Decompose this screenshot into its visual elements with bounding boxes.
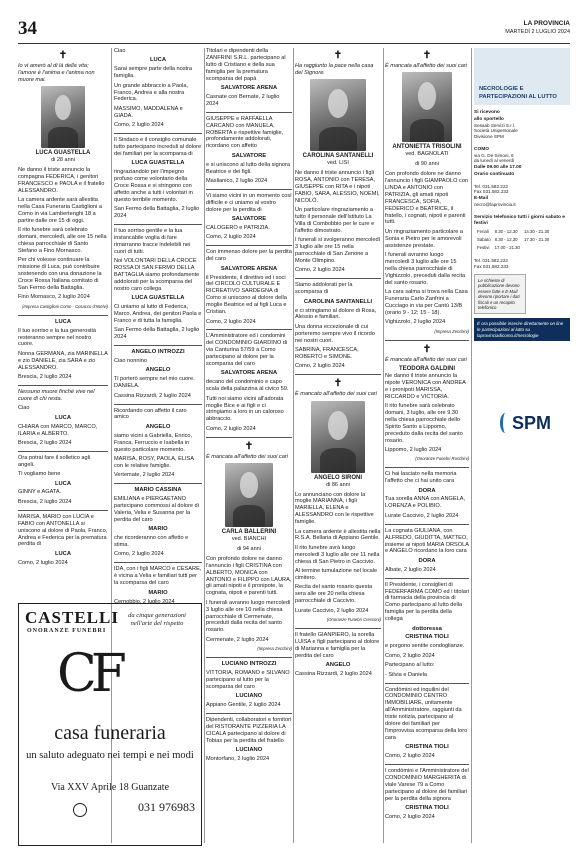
notice-text: Como, 2 luglio 2024 (295, 363, 345, 370)
submission-note: Le richieste di pubblicazione devono essere fatte e E-Mail devono riportare i dati fiscali e un recapito telefonico (474, 274, 526, 314)
ad-brand: CASTELLI (25, 608, 119, 627)
page-number: 34 (18, 18, 37, 39)
notice-divider (295, 278, 381, 279)
office-fax: Fax 031.582.233 (474, 189, 509, 195)
deceased-married-name: ved. LISI (327, 160, 349, 167)
deceased-photo (225, 463, 273, 527)
sidebar (474, 48, 570, 849)
notice-text: MARISA, ROSY, PAOLA, ELISA con le relative famiglie. (114, 456, 194, 469)
notice-name: LUCA (54, 318, 72, 325)
notice-divider (385, 764, 469, 765)
notice-lead: Io vi amerò al di là della vita; l'amore è l'anima e l'anima non muore mai. (18, 63, 95, 83)
column-divider (383, 48, 384, 843)
column-divider (471, 48, 472, 843)
deceased-photo (310, 79, 366, 151)
notice-text: Como, 2 luglio 2024 (114, 551, 164, 558)
notice-lead: Nessuno muore finché vive nel cuore di chi resta. (18, 389, 95, 402)
notice-divider (206, 329, 292, 330)
notice-text: Vertemate, 2 luglio 2024 (114, 472, 175, 479)
notice-family: GINNY e AGATA. (18, 489, 62, 496)
notice-group (295, 632, 381, 678)
ad-motto: un saluto adeguato nei tempi e nei modi (26, 750, 194, 761)
notice-text: Ciao nonnino (114, 358, 147, 365)
deceased-name: CARLA BALLERINI (221, 529, 277, 536)
notice-text: Un particolare ringraziamento a tutto il personale dell'Istituto La Villa di Combobbio per le cure e l'affetto dimostrato. (295, 207, 375, 234)
cross-icon: ✝ (333, 378, 343, 390)
deceased-age: di 86 anni (326, 481, 350, 488)
notice-divider (385, 467, 469, 468)
cross-icon: ✝ (422, 343, 432, 355)
notice-text: Il fratello GIANPIERO, la sorella LUISA e figli partecipano al dolore di Marianna e famiglia per la perdita del caro (295, 631, 380, 659)
notice-body: Ne danno il triste annuncio la compagna FEDERICA, i genitori FRANCESCO e PAOLA e il fratello ALESSANDRO. La camera ardente sarà allestita nella Casa Funeraria Castiglioni a Como in via Lambertenghi 18 a partire dalle ore 15 di oggi. Il rito funebre sarà celebrato domani, mercoledì, alle ore 15 nella chiesa parrocchiale di Santo Stefano a Fino Mornasco. Per chi volesse continuare la missione di Luca, può contribuire sostenendo con una donazione la Croce Rossa Italiana comitato di San Fermo della Battaglia. Fino Mornasco, 2 luglio 2024 (18, 167, 107, 301)
phone-hours-table (474, 227, 552, 252)
deceased-age: di 28 anni (51, 157, 75, 164)
cross-icon: ✝ (244, 440, 254, 452)
notice-divider (295, 628, 381, 629)
notice-text: VITTORIA, ROMANO e SILVANO partecipano al lutto per la scomparsa del caro (206, 670, 290, 690)
sidebar-header (474, 48, 570, 105)
notice-text: che ricorderanno con affetto e stima. (114, 535, 189, 549)
notice-text: Ti porterò sempre nel mio cuore. DANIELA. (114, 376, 195, 390)
notice-text: Ne danno il triste annuncio i figli ROSA, ANTONIO con TERESA, GIUSEPPE con RITA e i nipoti FABIO, SARA, ALESSIO, NOEMI, NICOLÒ. (295, 170, 380, 204)
deceased-name: TEODORA GALDINI (398, 365, 456, 372)
notice-lead: È mancata all'affetto dei suoi cari (385, 356, 467, 363)
deceased-age: di 90 anni (415, 161, 439, 168)
notice-text: Como, 2 luglio 2024 (114, 122, 164, 129)
notice-name: SALVATORE ARENA (220, 370, 278, 377)
notice-text: CALOGERO e PATRIZIA. (206, 225, 270, 232)
ad-tagline: da cinque generazioni nell'arte del rispetto (128, 612, 186, 627)
office-phone: Tel. 031.582.222 (474, 183, 508, 189)
notice-date: Brescia, 2 luglio 2024 (18, 374, 72, 381)
notice-text: EMILIANA e PIERGAETANO partecipano commossi al dolore di Valeria, Velia e Susanna per la perdita del caro (114, 496, 199, 523)
notice-name: SALVATORE (231, 216, 267, 223)
notice-lead: Ha raggiunto la pace nella casa del Signore. (295, 63, 374, 76)
notice-divider (18, 315, 108, 316)
column-5: ✝ È mancata all'affetto dei suoi cari ANTONIETTA TRISOLINI ved. BAGNOLATI di 90 anni Con profondo dolore ne danno l'annuncio i figli GIAMPAOLO con LINDA e ANTONIO con PATRIZIA, gli amati nipoti FRANCESCA, SOFIA, FEDERICO e BEATRICE, il fratello, i cognati, nipoti e parenti tutti. Un ringraziamento particolare a Sonia e Pietro per le amorevoli assistenze prestate. I funerali avranno luogo mercoledì 3 luglio alle ore 15 nella chiesa parrocchiale di Vighizzolo, preceduti dalla recita del santo rosario. La cara salma si trova nella Casa Funeraria Carlo Zanfrini a Cucciago in via per Cantù 13/B (orario 9 - 12; 15 - 18). Vighizzolo, 2 luglio 2024 (Impresa Zecchini) ✝ È mancata all'affetto dei suoi cari TEODORA GALDINI Ne danno il triste annuncio la nipote VERONICA con ANDREA e i pronipoti MARISSA, RICCARDO e VICTORIA. Il rito funebre sarà celebrato domani, 3 luglio, alle ore 9.30 nella chiesa parrocchiale dello Spirito Santo a Lippomo, preceduto dalla recita del santo rosario. Lippomo, 2 luglio 2024 (Onoranze Funebri Roschini) Ci hai lasciato nella memoria l'affetto che ci hai unito cara DORA Tua sorella ANNA con ANGELA, LORENZA e POLIBIO. Lurate Caccivio, 2 luglio 2024 La cognata GIULIANA, con ALFREDO, GIUDITTA, MATTEO, insieme ai nipoti MARIA ORSOLA e ANGELO ricordano la loro cara DORA Albate, 2 luglio 2024 Il Presidente, i consiglieri di FEDERFARMA COMO ed i titolari di farmacia della provincia di Como partecipano al lutto della famiglia per la perdita della collega dottoressa CRISTINA TIOLI e porgono sentite condoglianze. Como, 2 luglio 2024 Partecipano al lutto: - Silvia e Daniela Condòmini ed inquilini del CONDOMINIO CENTRO IMMOBILIARE, unitamente all'Amministratore, raggiunti da triste notizia, partecipano al dolore dei familiari per l'improvvisa scomparsa della loro cara CRISTINA TIOLI Como, 2 luglio 2024 I condòmini e l'Amministratore del CONDOMINIO MARGHERITA di viale Varese 79 a Como partecipano al dolore dei familiari per la perdita della signora CRISTINA TIOLI Como, 2 luglio 2024 (385, 50, 469, 820)
notice-name: CAROLINA SANTANELLI (303, 298, 373, 305)
notice-divider (385, 340, 469, 341)
notice-text: Ci uniamo al lutto di Federica, Marco, Andrea, dei genitori Paola e Franco e di tutta la famiglia. (114, 304, 202, 324)
notice-text: Sarai sempre parte della nostra famiglia. (114, 66, 193, 80)
notice-name: LUCIANO INTROZZI (221, 661, 277, 668)
notice-text: La cognata GIULIANA, con ALFREDO, GIUDITTA, MATTEO, insieme ai nipoti MARIA ORSOLA e ANGELO ricordano la loro cara (385, 527, 469, 555)
funeral-home-signature: (Onoranze Funebri Cressoni) (326, 617, 381, 622)
notice-text: Ci hai lasciato nella memoria l'affetto che ci hai unito cara (385, 471, 457, 485)
notice-group (206, 48, 292, 433)
phone-hours-row: Feriali 8.30 - 12.30 14.30 - 21.30 (477, 229, 550, 235)
info-city: COMO (474, 146, 489, 152)
notice-text: GIUSEPPE e RAFFAELLA CARCANO con MANUELA, ROBERTA e rispettive famiglie, profondamente addolorati, ricordano con affetto (206, 115, 284, 150)
notice-text: Como, 2 luglio 2024 (385, 814, 435, 820)
notice-divider (114, 345, 202, 346)
notice-text: Montorfano, 2 luglio 2024 (206, 756, 270, 763)
notice-text: Un grande abbraccio a Paola, Franco, Andrea e alla nostra Federica. (114, 82, 189, 103)
info-label: allo sportello (474, 116, 504, 122)
notice-text: Vi siamo vicini in un momento così difficile e ci uniamo al vostro dolore per la perdita di (206, 192, 292, 213)
notice-divider (206, 112, 292, 113)
notice-text: I funerali si svolgeranno mercoledì 3 luglio alle ore 15 nella parrocchiale di San Zenone a Monte Olimpino. (295, 237, 381, 264)
deceased-name: ANTONIETTA TRISOLINI (392, 144, 462, 151)
online-note: È ora possibile inserire direttamente on line le partecipazioni al lutto su laprovinciadicomo.it/necrologie (474, 318, 570, 341)
info-label: Si ricevono (474, 110, 500, 115)
notice-text: Con immenso dolore per la perdita del caro (206, 249, 292, 263)
notice-text: Ciao (18, 405, 30, 412)
notice-text: SABRINA, FRANCESCA, ROBERTO e SIMONE. (295, 347, 359, 360)
notice-lead: È mancata all'affetto dei suoi cari (206, 453, 288, 460)
notice-text: Siamo addolorati per la scomparsa di (295, 282, 353, 296)
ad-title: casa funeraria (54, 722, 166, 744)
notice-name: CRISTINA TIOLI (405, 744, 449, 751)
notice-group (385, 471, 469, 821)
notice-divider (385, 524, 469, 525)
cross-icon: ✝ (422, 50, 432, 61)
notice-text: Ciao (114, 48, 126, 54)
notice-divider (18, 385, 108, 386)
notice-text: MARISA, MARIO con LUCIA e FABIO con ANTONELLA si uniscono al dolore di Paola, Franco, Andrea e Federica per la prematura perdita di (18, 513, 108, 548)
notice-name: SALVATORE ARENA (220, 265, 278, 272)
notice-name: LUCA (54, 480, 72, 487)
notice-name: LUCIANO (235, 747, 263, 754)
funeral-home-signature: (Impresa Castiglioni Como - Cosacco d'Intelvi) (22, 303, 108, 309)
deceased-name: CAROLINA SANTANELLI (302, 153, 374, 160)
column-divider (204, 48, 205, 843)
notice-text: Una donna eccezionale di cui porteremo sempre vivo il ricordo nei nostri cuori. (295, 323, 375, 344)
notice-divider (206, 189, 292, 190)
notice-text: Appiano Gentile, 2 luglio 2024 (206, 702, 281, 709)
notice-divider (18, 510, 108, 511)
notice-text: I condòmini e l'Amministratore del CONDOMINIO MARGHERITA di viale Varese 79 a Como partecipano al dolore dei familiari per la perdita della signora (385, 768, 469, 802)
notice-text: Il tuo sorriso e la tua generosità resteranno sempre nel nostro cuore. (18, 327, 97, 348)
notice-text: Como, 2 luglio 2024 (206, 234, 256, 241)
notice-divider (206, 657, 292, 658)
notice-text: Cassina Rizzardi, 2 luglio 2024 (114, 392, 191, 399)
ad-brand-subtitle: ONORANZE FUNEBRI (27, 628, 107, 634)
notice-text: San Fermo della Battaglia, 2 luglio 2024 (114, 206, 200, 220)
notice-text: Partecipano al lutto: (385, 662, 435, 669)
notice-family: CHIARA con MARCO, MARCO, ILARIA e ALBERTO. (18, 423, 98, 437)
notice-name: LUCIANO (235, 693, 263, 700)
ad-logo: CF (57, 644, 121, 704)
deceased-photo (311, 401, 365, 473)
notice-text: Tutti noi siamo vicini all'adorata moglie Bice e ai figli e ci stringiamo a loro in un caloroso abbraccio. (206, 395, 284, 423)
notice-name: LUCA (54, 414, 72, 421)
phone-service-title: Servizio telefonico tutti i giorni sabato e festivi (474, 214, 565, 227)
notice-divider (206, 437, 292, 438)
column-2 (114, 48, 202, 849)
notice-text: Il Sindaco e il consiglio comunale tutto partecipano increduli al dolore dei familiari per la scomparsa di (114, 137, 202, 157)
notice-date: Brescia, 2 luglio 2024 (18, 498, 72, 505)
notice-text: e si uniscono al lutto della signora Beatrice e dei figli. (206, 161, 290, 175)
notice-name: LUCA GUASTELLA (131, 295, 185, 302)
notice-text: Cassina Rizzardi, 2 luglio 2024 (295, 670, 372, 677)
notice-text: Tua sorella ANNA con ANGELA, LORENZA e POLIBIO. (385, 496, 466, 510)
notice-text: Lurate Caccivio, 2 luglio 2024 (385, 512, 459, 519)
notice-text: Il Presidente, i consiglieri di FEDERFARMA COMO ed i titolari di farmacia della provincia di Como partecipano al lutto della famiglia per la perdita della collega (385, 581, 469, 623)
notice-text: Ricordando con affetto il caro amico (114, 407, 187, 421)
cross-icon: ✝ (333, 50, 343, 61)
column-divider (293, 48, 294, 843)
page-header (18, 18, 570, 44)
notice-text: Cernobbio, 2 luglio 2024 (114, 598, 175, 605)
publication-name: LA PROVINCIA (523, 20, 570, 27)
notice-text: Noi VOLONTARI DELLA CROCE ROSSA DI SAN FERMO DELLA BATTAGLIA siamo profondamente addolorati per la scomparsa del nostro caro collega (114, 258, 200, 292)
publication-info (505, 20, 570, 36)
ad-address: Via XXV Aprile 18 Guanzate (50, 782, 170, 793)
notice-divider (114, 562, 202, 563)
notice-text: ringraziandolo per l'impegno profuso come volontario della Croce Rossa e si stringono con affetto anche a tutti i volontari in questo terribile momento. (114, 169, 193, 203)
notice-text: siamo vicini a Gabriella, Enrico, Franca, Ferruccio e Isabella in questo particolare momento. (114, 432, 193, 453)
deceased-age: di 94 anni (237, 545, 261, 552)
deceased-married-name: ved. BAGNOLATI (405, 151, 449, 158)
notice-name: LUCA (54, 550, 72, 557)
notice-name: LUCA GUASTELLA (131, 160, 185, 167)
notice-date: Brescia, 2 luglio 2024 (18, 439, 72, 446)
notice-divider (18, 451, 108, 452)
deceased-married-name: ved. BIANCHI (231, 536, 267, 542)
notice-divider (385, 683, 469, 684)
notice-text: IDA, con i figli MARCO e CESARE, è vicina a Velia e familiari tutti per la scomparsa del caro (114, 566, 202, 587)
funeral-home-signature: (Impresa Zecchini) (257, 646, 292, 652)
notice-name: DORA (418, 487, 436, 494)
publication-date: MARTEDÌ 2 LUGLIO 2024 (505, 29, 570, 35)
deceased-name: ANGELO SIRONI (313, 474, 362, 481)
notice-name: CRISTINA TIOLI (405, 805, 449, 812)
notice-name: MARIO (148, 526, 168, 533)
notice-text: Como, 2 luglio 2024 (206, 318, 256, 325)
notice-divider (114, 483, 202, 484)
column-3: Titolari e dipendenti della ZANFRINI S.R.L. partecipano al lutto di Cristiano e della sua famiglia per la prematura scomparsa del papà SALVATORE ARENA Casnate con Bernate, 2 luglio 2024 GIUSEPPE e RAFFAELLA CARCANO con MANUELA, ROBERTA e rispettive famiglie, profondamente addolorati, ricordano con affetto SALVATORE e si uniscono al lutto della signora Beatrice e dei figli. Maslianico, 2 luglio 2024 Vi siamo vicini in un momento così difficile e ci uniamo al vostro dolore per la perdita di SALVATORE CALOGERO e PATRIZIA. Como, 2 luglio 2024 Con immenso dolore per la perdita del caro SALVATORE ARENA il Presidente, il direttivo ed i soci del CIRCOLO CULTURALE E RICREATIVO SARDEGNA di Como si uniscono al dolore della moglie Beatrice ed ai figli Luca e Cristian. Como, 2 luglio 2024 L'Amministratore ed i condomini del CONDOMINIO GIARDINO di via Canturina 57/59 a Como partecipano al dolore per la scomparsa del caro SALVATORE ARENA decano del condominio e capo scala della palazzina al civico 59. Tutti noi siamo vicini all'adorata moglie Bice e ai figli e ci stringiamo a loro in un caloroso abbraccio. Como, 2 luglio 2024 ✝ È mancata all'affetto dei suoi cari CARLA BALLERINI ved. BIANCHI di 94 anni Con profondo dolore ne danno l'annuncio i figli CRISTINA con ALBERTO, MONICA con ANTONIO e FILIPPO con LAURA, gli amati nipoti e il pronipote, la cognata, nipoti e parenti tutti. I funerali avranno luogo mercoledì 3 luglio alle ore 10 nella chiesa parrocchiale di Cermenate, preceduti dalla recita del santo rosario. Cermenate, 2 luglio 2024 (Impresa Zecchini) LUCIANO INTROZZI VITTORIA, ROMANO e SILVANO partecipano al lutto per la scomparsa del caro LUCIANO Appiano Gentile, 2 luglio 2024 Dipendenti, collaboratori e fornitori del RISTORANTE PIZZERIA LA CICALA partecipano al dolore di Tobias per la perdita del fratello LUCIANO Montorfano, 2 luglio 2024 (206, 48, 292, 763)
notice-divider (114, 224, 202, 225)
notice-text: Dipendenti, collaboratori e fornitori del RISTORANTE PIZZERIA LA CICALA partecipano al dolore di Tobias per la perdita del fratello (206, 717, 292, 744)
notice-name: ANGELO (145, 367, 171, 374)
notice-group (295, 170, 381, 370)
notice-text: L'Amministratore ed i condomini del CONDOMINIO GIARDINO di via Canturina 57/59 a Como partecipano al dolore per la scomparsa del caro (206, 333, 288, 368)
notice-name: SALVATORE ARENA (220, 85, 278, 92)
ad-phone: 031 976983 (138, 800, 195, 814)
notice-text: Titolari e dipendenti della ZANFRINI S.R.L. partecipano al lutto di Cristiano e della sua famiglia per la prematura scomparsa del papà (206, 48, 286, 82)
notice-text: Como, 2 luglio 2024 (295, 267, 345, 274)
notice-text: Il tuo sorriso gentile e la tua instancabile voglia di fare rimarranno tracce indelebili nei cuori di tutti. (114, 228, 191, 255)
notice-text: Ora potrai fare il solletico agli angeli. (18, 454, 91, 468)
phone-hours-row: Festivi 17.00 - 21.30 (477, 244, 520, 250)
notice-lead: È mancato all'affetto dei suoi cari (295, 391, 377, 398)
notice-divider (114, 133, 202, 134)
notice-name: ANGELO (145, 423, 171, 430)
column-4: ✝ Ha raggiunto la pace nella casa del Signore. CAROLINA SANTANELLI ved. LISI Ne danno il triste annuncio i figli ROSA, ANTONIO con TERESA, GIUSEPPE con RITA e i nipoti FABIO, SARA, ALESSIO, NOEMI, NICOLÒ. Un particolare ringraziamento a tutto il personale dell'Istituto La Villa di Combobbio per le cure e l'affetto dimostrato. I funerali si svolgeranno mercoledì 3 luglio alle ore 15 nella parrocchiale di San Zenone a Monte Olimpino. Como, 2 luglio 2024 Siamo addolorati per la scomparsa di CAROLINA SANTANELLI e ci stringiamo al dolore di Rosa, Alessio e familiari. Una donna eccezionale di cui porteremo sempre vivo il ricordo nei nostri cuori. SABRINA, FRANCESCA, ROBERTO e SIMONE. Como, 2 luglio 2024 ✝ È mancato all'affetto dei suoi cari ANGELO SIRONI di 86 anni Lo annunciano con dolore la moglie MARIANNA, i figli MARIELLA, ELENA e ALESSANDRO con le rispettive famiglie. La camera ardente è allestita nella R.S.A. Bellaria di Appiano Gentile. Il rito funebre avrà luogo mercoledì 3 luglio alle ore 11 nella chiesa di San Pietro in Caccivio. Al termine tumulazione nel locale cimitero. Recita del santo rosario questa sera alle ore 20 nella chiesa parrocchiale di Caccivio. Lurate Caccivio, 2 luglio 2024 (Onoranze Funebri Cressoni) Il fratello GIANPIERO, la sorella LUISA e figli partecipano al dolore di Marianna e famiglia per la perdita del caro ANGELO Cassina Rizzardi, 2 luglio 2024 (295, 50, 381, 677)
notice-text: Como, 2 luglio 2024 (385, 753, 435, 760)
notice-date: Como, 2 luglio 2024 (18, 559, 68, 566)
notice-text: MASSIMO, MADDALENA e GIADA. (114, 105, 183, 119)
notice-text: Como, 2 luglio 2024 (206, 425, 256, 432)
notice-name: DORA (418, 557, 436, 564)
notice-text: il Presidente, il direttivo ed i soci del CIRCOLO CULTURALE E RICREATIVO SARDEGNA di Como si uniscono al dolore della moglie Beatrice ed ai figli Luca e Cristian. (206, 274, 287, 316)
notice-text: e porgono sentite condoglianze. (385, 643, 465, 650)
notice-text: Maslianico, 2 luglio 2024 (206, 178, 268, 184)
office-info: Si ricevono allo sportello Sesaab Servizi S.r.l. Società Unipersonale Divisione SPM COMO via G. De Simoni, 6 da lunedì al venerdì Dalle 09.00 alle 17.00 Orario continuato Tel. 031.582.222 Fax 031.582.233 E-Mail necro@laprovincia.it Servizio telefonico tutti i giorni sabato e festivi Feriali 8.30 - 12.30 14.30 - 21.30 Sabato 8.30 - 12.30 17.30 - 21.30 Festivi 17.00 - 21.30 Tel. 031.582.222 Fax 031.582.233 (474, 110, 565, 270)
deceased-photo (402, 72, 452, 142)
deceased-name: LUCA GUASTELLA (35, 150, 91, 157)
notice-name: MARIO (148, 589, 168, 596)
notice-name: ANGELO INTROZZI (131, 349, 185, 356)
funeral-home-signature: (Onoranze Funebri Roschini) (415, 456, 469, 462)
office-email: necro@laprovincia.it (474, 201, 516, 207)
cross-icon: ✝ (58, 50, 68, 61)
notice-name: dottoressa (412, 625, 442, 632)
notice-divider (114, 404, 202, 405)
notice-text: Ti vogliamo bene (18, 471, 61, 478)
phone-hours-row: Sabato 8.30 - 12.30 17.30 - 21.30 (477, 236, 550, 242)
notice-text: e ci stringiamo al dolore di Rosa, Alessio e familiari. (295, 307, 377, 321)
sidebar-title: NECROLOGIE E PARTECIPAZIONI AL LUTTO (479, 86, 557, 100)
notice-text: San Fermo della Battaglia, 2 luglio 2024 (114, 327, 200, 341)
funeral-home-signature: (Impresa Zecchini) (434, 328, 469, 334)
notice-divider (385, 578, 469, 579)
notice-text: Condòmini ed inquilini del CONDOMINIO CENTRO IMMOBILIARE, unitamente all'Amministratore, raggiunti da triste notizia, partecipano al dolore dei familiari per l'improvvisa scomparsa della loro cara (385, 686, 468, 741)
notice-text: Casnate con Bernate, 2 luglio 2024 (206, 93, 280, 107)
spm-logo: SPM (500, 413, 570, 434)
notice-text: Como, 2 luglio 2024 (385, 652, 435, 659)
notice-text: Albate, 2 luglio 2024 (385, 566, 436, 573)
notice-group (206, 661, 292, 763)
notice-divider (206, 245, 292, 246)
notice-name: MARIO CASSINA (134, 487, 182, 494)
notice-name: LUCA (149, 57, 167, 64)
notice-name: CRISTINA TIOLI (405, 634, 449, 641)
notice-text: decano del condominio e capo scala della palazzina al civico 59. (206, 379, 289, 393)
notice-name: SALVATORE (231, 152, 267, 159)
notice-name: ANGELO (325, 662, 351, 669)
notice-text: - Silvia e Daniela (385, 671, 427, 678)
notice-divider (295, 374, 381, 375)
notice-family: Nonna GERMANA, zia MARINELLA e zio DANIELE, zia SARA e zio ALESSANDRO. (18, 350, 108, 371)
deceased-photo (41, 86, 85, 148)
notice-lead: È mancata all'affetto dei suoi cari (385, 63, 467, 69)
notice-divider (206, 713, 292, 714)
